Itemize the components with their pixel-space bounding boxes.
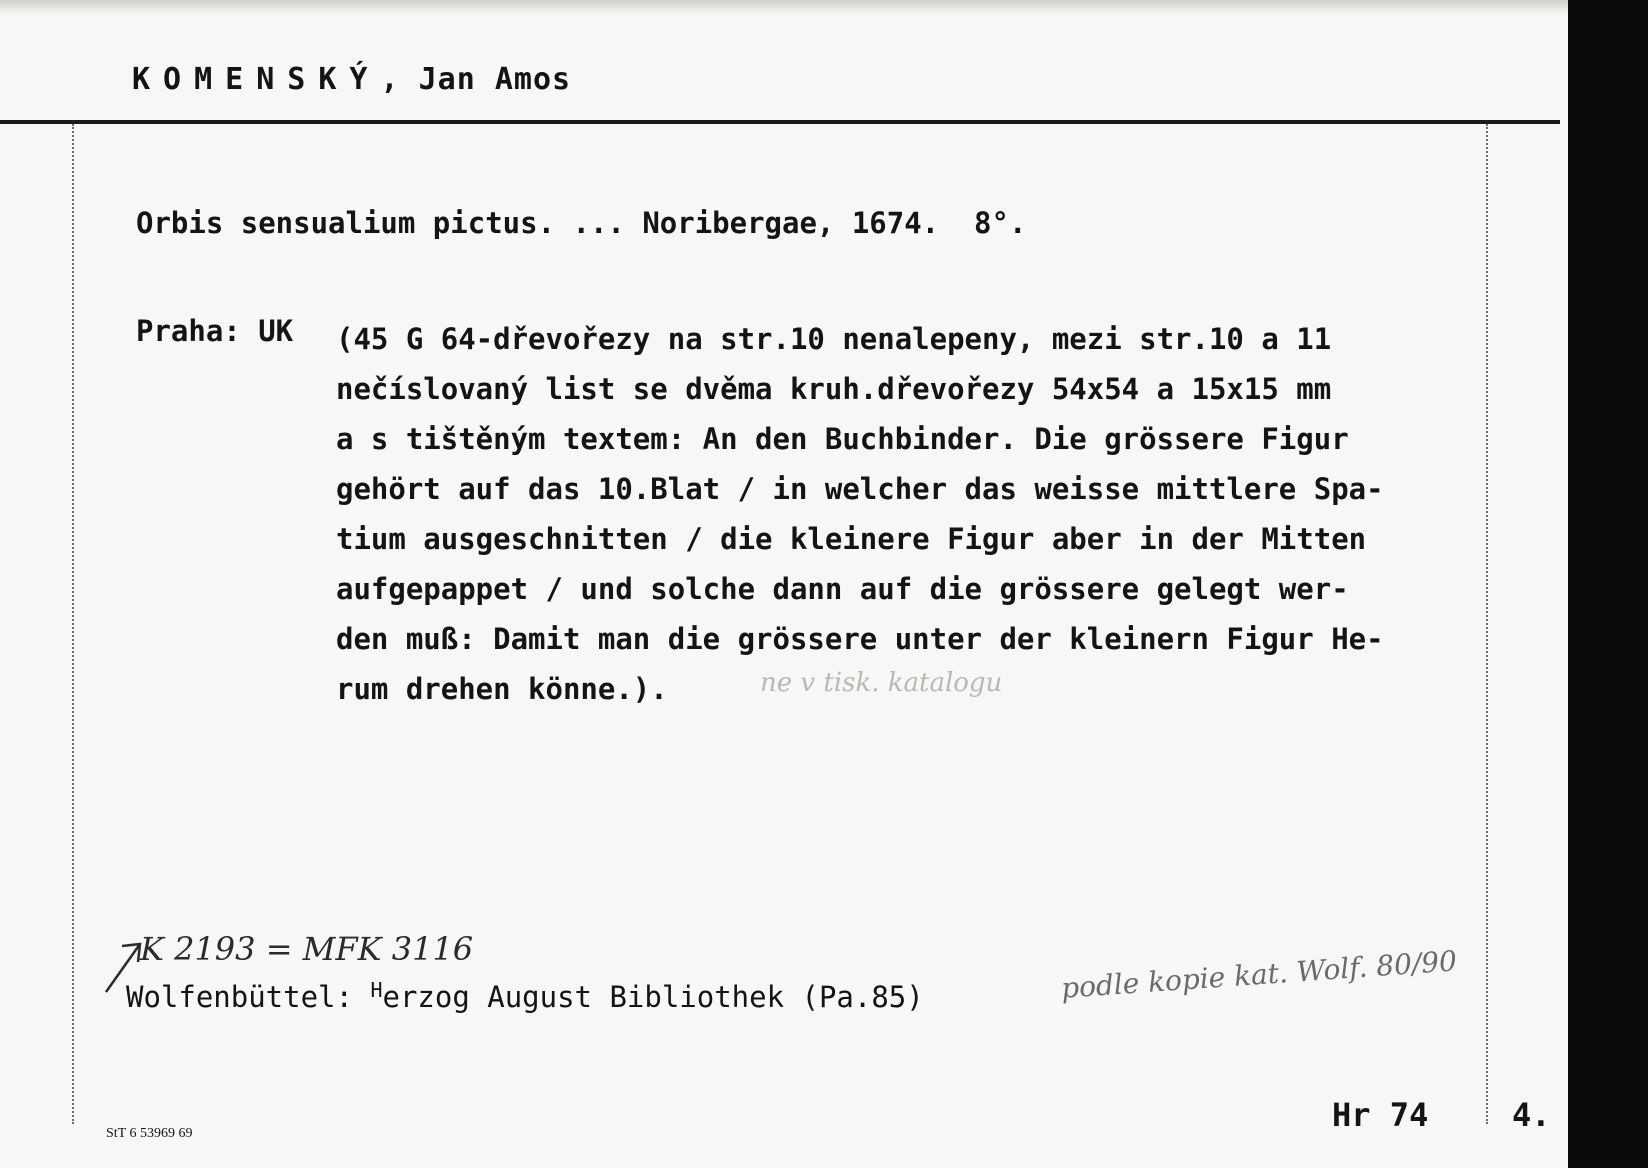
handwritten-pencil-note: podle kopie kat. Wolf. 80/90 <box>1060 944 1458 1005</box>
holdings-line: den muß: Damit man die grössere unter der kleinern Figur He- <box>336 622 1384 656</box>
faint-pencil-note: ne v tisk. katalogu <box>760 668 1003 698</box>
wolfenbuttel-library: erzog August Bibliothek (Pa.85) <box>382 980 924 1014</box>
author-given-names: Jan Amos <box>418 62 572 97</box>
holdings-line: nečíslovaný list se dvěma kruh.dřevořezy 54x54 a 15x15 mm <box>336 372 1332 406</box>
scan-background-edge <box>1568 0 1648 1168</box>
print-code: StT 6 53969 69 <box>106 1126 193 1141</box>
holdings-line: rum drehen könne.). <box>336 672 668 706</box>
holdings-location: Praha: UK <box>136 314 294 348</box>
left-margin-line <box>72 124 74 1124</box>
holdings-line: a s tištěným textem: An den Buchbinder. Die grössere Figur <box>336 422 1349 456</box>
wolfenbuttel-holding <box>126 978 924 1014</box>
holdings-note <box>336 314 1516 714</box>
author-heading <box>132 62 571 97</box>
shelfmark: Hr 74 <box>1332 1096 1429 1134</box>
author-surname: KOMENSKÝ <box>132 62 381 97</box>
heading-rule <box>0 120 1560 124</box>
holdings-line: tium ausgeschnitten / die kleinere Figur aber in der Mitten <box>336 522 1367 556</box>
wolfenbuttel-prefix: Wolfenbüttel: <box>126 980 371 1014</box>
holdings-line: gehört auf das 10.Blat / in welcher das weisse mittlere Spa- <box>336 472 1384 506</box>
card-number: 4. <box>1512 1096 1551 1134</box>
holdings-line: (45 G 64-dřevořezy na str.10 nenalepeny, mezi str.10 a 11 <box>336 322 1332 356</box>
handwritten-reference: K 2193 = MFK 3116 <box>140 930 474 968</box>
heading-separator: , <box>380 62 400 97</box>
card-top-shadow <box>0 0 1568 14</box>
title-entry: Orbis sensualium pictus. ... Noribergae, 1674. 8°. <box>136 206 1027 240</box>
holdings-line: aufgepappet / und solche dann auf die grössere gelegt wer- <box>336 572 1349 606</box>
wolfenbuttel-initial: H <box>370 978 383 1002</box>
